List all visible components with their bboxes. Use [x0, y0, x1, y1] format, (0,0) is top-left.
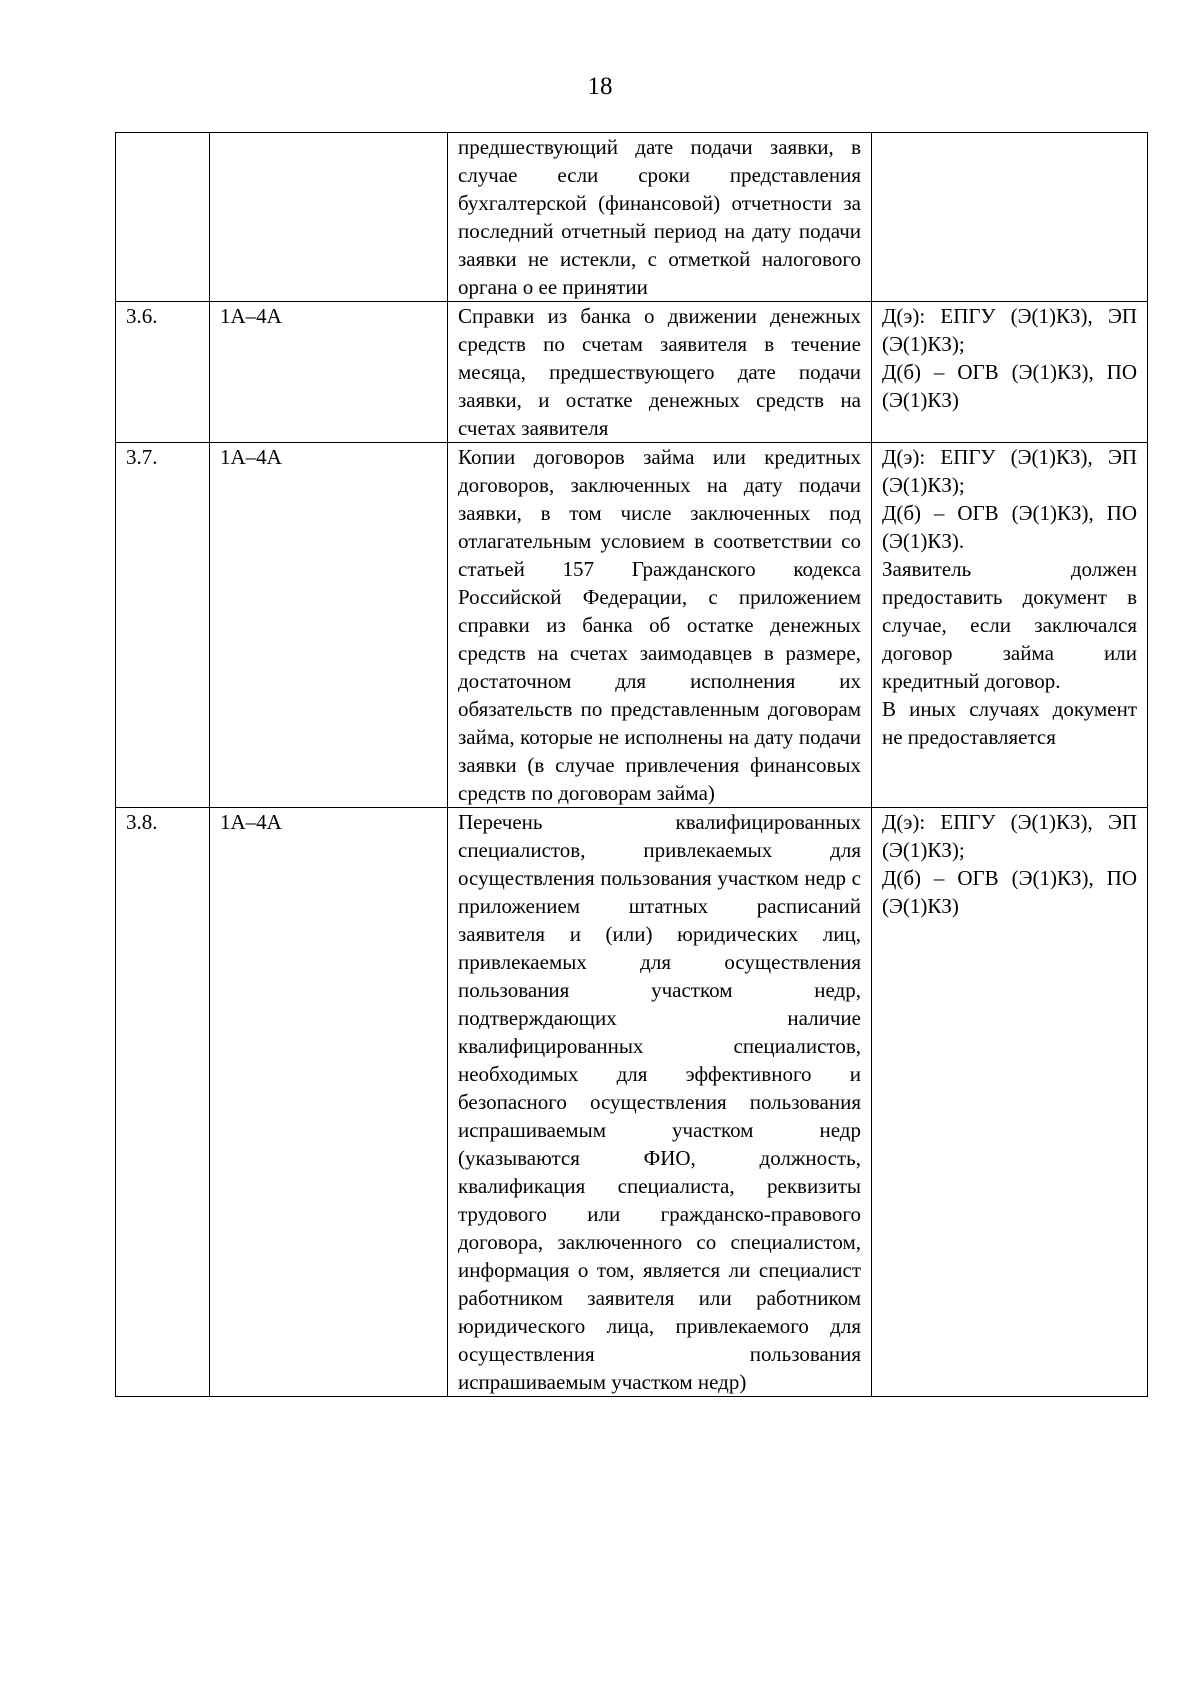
electronic-submission-text: Д(э): ЕПГУ (Э(1)КЗ), ЭП (Э(1)КЗ); — [882, 304, 1137, 356]
table-row — [116, 302, 1148, 443]
document-description-cell: Копии договоров займа или кредитных договоров, заключенных на дату подачи заявки, в том числе заключенных под отлагательным условием в соответствии со статьей 157 Гражданского кодекса Российской Федерации, с приложением справки из банка об остатке денежных средств на счетах заимодавцев в размере, достаточном для исполнения их обязательств по представленным договорам займа, которые не исполнены на дату подачи заявки (в случае привлечения финансовых средств по договорам займа) — [448, 443, 872, 808]
electronic-submission-text: Д(э): ЕПГУ (Э(1)КЗ), ЭП (Э(1)КЗ); — [882, 810, 1137, 862]
document-description-cell: Перечень квалифицированных специалистов, привлекаемых для осуществления пользования участком недр с приложением штатных расписаний заявителя и (или) юридических лиц, привлекаемых для осуществления пользования участком недр, подтверждающих наличие квалифицированных специалистов, необходимых для эффективного и безопасного осуществления пользования испрашиваемым участком недр (указываются ФИО, должность, квалификация специалиста, реквизиты трудового или гражданско-правового договора, заключенного со специалистом, информация о том, является ли специалист работником заявителя или работником юридического лица, привлекаемого для осуществления пользования испрашиваемым участком недр) — [448, 808, 872, 1397]
table-row — [116, 133, 1148, 302]
condition-note: Заявитель должен предоставить документ в случае, если заключался договор займа или кредитный договор. — [882, 557, 1137, 693]
paper-submission-text: Д(б) – ОГВ (Э(1)КЗ), ПО (Э(1)КЗ). — [882, 501, 1137, 553]
paper-submission-text: Д(б) – ОГВ (Э(1)КЗ), ПО (Э(1)КЗ) — [882, 360, 1137, 412]
electronic-submission-text: Д(э): ЕПГУ (Э(1)КЗ), ЭП (Э(1)КЗ); — [882, 445, 1137, 497]
row-number-cell — [116, 133, 210, 302]
document-description-cell: Справки из банка о движении денежных средств по счетам заявителя в течение месяца, предшествующего дате подачи заявки, и остатке денежных средств на счетах заявителя — [448, 302, 872, 443]
submission-method-cell — [872, 808, 1148, 1397]
row-number-cell: 3.6. — [116, 302, 210, 443]
submission-method-cell — [872, 133, 1148, 302]
paper-submission-text: Д(б) – ОГВ (Э(1)КЗ), ПО (Э(1)КЗ) — [882, 866, 1137, 918]
category-code-cell: 1А–4А — [210, 302, 448, 443]
category-code-cell: 1А–4А — [210, 808, 448, 1397]
row-number-cell: 3.7. — [116, 443, 210, 808]
row-number-cell: 3.8. — [116, 808, 210, 1397]
submission-method-cell — [872, 302, 1148, 443]
category-code-cell: 1А–4А — [210, 443, 448, 808]
table-row — [116, 808, 1148, 1397]
page-number: 18 — [587, 73, 613, 100]
table-row — [116, 443, 1148, 808]
exception-note: В иных случаях документ не предоставляется — [882, 697, 1137, 749]
document-description-cell: предшествующий дате подачи заявки, в случае если сроки представления бухгалтерской (финансовой) отчетности за последний отчетный период на дату подачи заявки не истекли, с отметкой налогового органа о ее принятии — [448, 133, 872, 302]
category-code-cell — [210, 133, 448, 302]
submission-method-cell — [872, 443, 1148, 808]
requirements-table — [115, 132, 1148, 1397]
